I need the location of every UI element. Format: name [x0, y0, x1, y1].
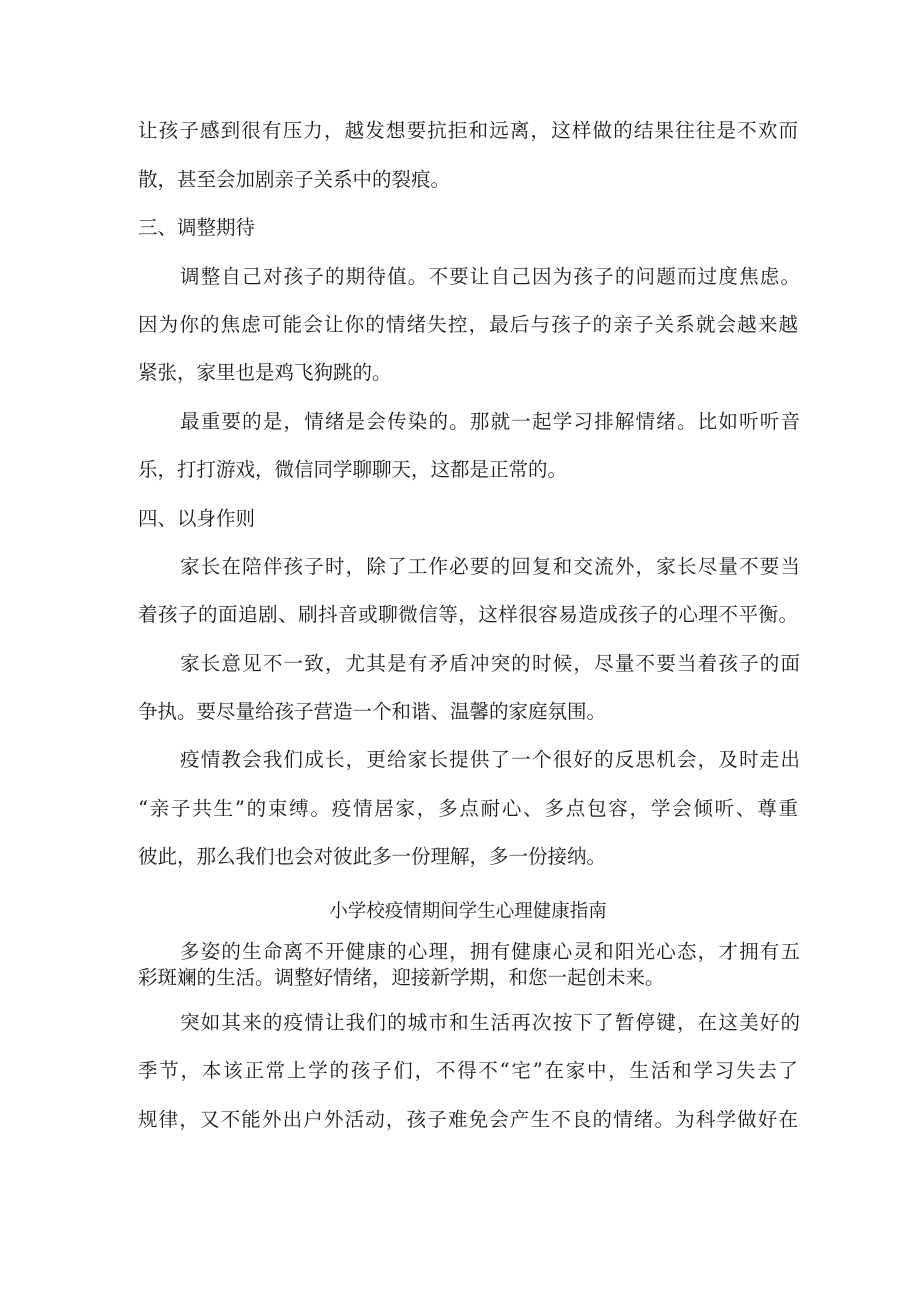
paragraph-line: 因为你的焦虑可能会让你的情绪失控，最后与孩子的亲子关系就会越来越: [138, 313, 798, 336]
paragraph-line: 乐，打打游戏，微信同学聊聊天，这都是正常的。: [138, 458, 568, 481]
paragraph-line: 规律，又不能外出户外活动，孩子难免会产生不良的情绪。为科学做好在: [138, 1108, 798, 1131]
paragraph-line: 调整自己对孩子的期待值。不要让自己因为孩子的问题而过度焦虑。: [180, 265, 800, 288]
paragraph-line: 着孩子的面追剧、刷抖音或聊微信等，这样很容易造成孩子的心理不平衡。: [138, 603, 798, 626]
paragraph-line: 家长在陪伴孩子时，除了工作必要的回复和交流外，家长尽量不要当: [180, 555, 800, 578]
paragraph-line: 疫情教会我们成长，更给家长提供了一个很好的反思机会，及时走出: [180, 748, 800, 771]
paragraph-line: 家长意见不一致，尤其是有矛盾冲突的时候，尽量不要当着孩子的面: [180, 652, 800, 675]
paragraph-line: 彩斑斓的生活。调整好情绪，迎接新学期，和您一起创未来。: [138, 966, 665, 989]
paragraph-line: 紧张，家里也是鸡飞狗跳的。: [138, 361, 392, 384]
section-heading: 三、调整期待: [138, 216, 256, 239]
paragraph-line: 让孩子感到很有压力，越发想要抗拒和远离，这样做的结果往往是不欢而: [138, 119, 798, 142]
paragraph-line: 多姿的生命离不开健康的心理，拥有健康心灵和阳光心态，才拥有五: [180, 940, 800, 963]
paragraph-line: “亲子共生”的束缚。疫情居家，多点耐心、多点包容，学会倾听、尊重: [138, 797, 798, 820]
paragraph-line: 散，甚至会加剧亲子关系中的裂痕。: [138, 168, 451, 191]
document-title: 小学校疫情期间学生心理健康指南: [329, 901, 607, 922]
paragraph-line: 季节，本该正常上学的孩子们，不得不“宅”在家中，生活和学习失去了: [138, 1059, 798, 1082]
paragraph-line: 最重要的是，情绪是会传染的。那就一起学习排解情绪。比如听听音: [180, 410, 800, 433]
paragraph-line: 突如其来的疫情让我们的城市和生活再次按下了暂停键，在这美好的: [180, 1011, 800, 1034]
paragraph-line: 争执。要尽量给孩子营造一个和谐、温馨的家庭氛围。: [138, 700, 607, 723]
paragraph-line: 彼此，那么我们也会对彼此多一份理解，多一份接纳。: [138, 845, 607, 868]
section-heading: 四、以身作则: [138, 507, 256, 530]
